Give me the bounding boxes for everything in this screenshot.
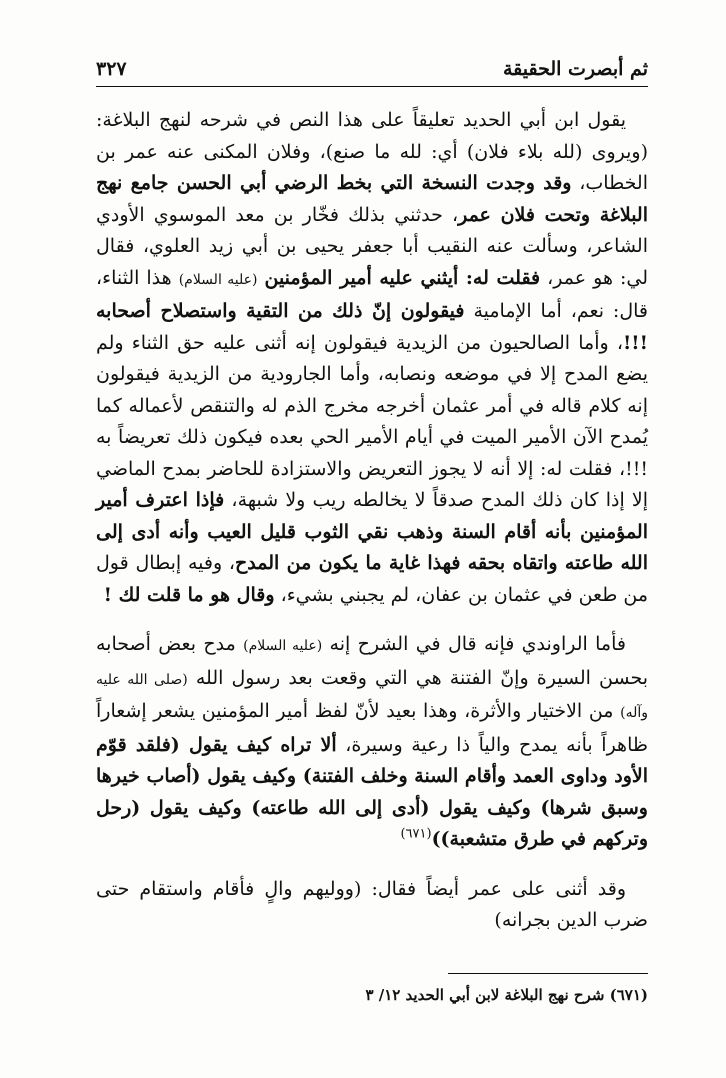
text-span: فأما الراوندي فإنه قال في الشرح إنه (329, 633, 626, 655)
header-rule (96, 86, 648, 87)
book-page (96, 58, 648, 1048)
salutation-ali: (عليه السلام) (178, 271, 258, 288)
bold-text-span: وقال هو ما قلت لك ! (103, 583, 275, 606)
text-span: هذا الثناء، قال: نعم، أما الإمامية (96, 266, 648, 322)
footnote-rule (448, 973, 648, 974)
paragraph-3 (96, 874, 648, 937)
running-title: ثم أبصرت الحقيقة (502, 58, 648, 80)
body-text (96, 105, 648, 937)
salutation-prophet: (صلى الله عليه وآله) (96, 671, 648, 721)
running-header (96, 58, 648, 86)
bold-text-span: فيقولون إنّ ذلك من التقية واستصلاح أصحابه !!! (96, 300, 648, 354)
salutation-ali: (عليه السلام) (243, 638, 323, 654)
footnote-reference[interactable]: (٦٧١) (400, 826, 432, 842)
text-span: يقول ابن أبي الحديد تعليقاً على هذا النص في شرحه لنهج البلاغة: (ويروى (لله بلاء فلان) أي: لله ما صنع)، وفلان المكنى عنه عمر بن الخطاب، (96, 109, 648, 194)
text-span: مدح بعض أصحابه بحسن السيرة وإنّ الفتنة هي التي وقعت بعد رسول الله (96, 633, 648, 689)
bold-text-span: ألا تراه كيف يقول (فلقد قوّم الأود وداوى العمد وأقام السنة وخلف الفتنة) وكيف يقول (أصاب خيرها وسبق شرها) وكيف يقول (أدى إلى الله طاعته) وكيف يقول (رحل وتركهم في طرق متشعبة)) (96, 733, 648, 850)
text-span: ، حدثني بذلك فخّار بن معد الموسوي الأودي الشاعر، وسألت عنه النقيب أبا جعفر يحيى بن أبي زيد العلوي، فقال لي: هو عمر، (96, 203, 649, 289)
paragraph-1 (96, 105, 648, 611)
footnote: (٦٧١) شرح نهج البلاغة لابن أبي الحديد ١٢/ ٣ (365, 985, 648, 1004)
paragraph-gap (96, 611, 648, 629)
text-span: ، وفيه إبطال قول من طعن في عثمان بن عفان، لم يجبني بشيء، (96, 552, 648, 606)
bold-text-span: فإذا اعترف أمير المؤمنين بأنه أقام السنة وذهب نقي الثوب قليل العيب وأنه أدى إلى الله طاعته واتقاه بحقه فهذا غاية ما يكون من المدح (96, 489, 648, 574)
bold-text-span: فقلت له: أيثني عليه أمير المؤمنين (264, 266, 541, 289)
text-span: وقد أثنى على عمر أيضاً فقال: (ووليهم والٍ فأقام واستقام حتى ضرب الدين بجرانه) (96, 877, 648, 931)
page-number: ٣٢٧ (96, 58, 127, 80)
paragraph-2 (96, 629, 648, 856)
bold-text-span: وقد وجدت النسخة التي بخط الرضي أبي الحسن جامع نهج البلاغة وتحت فلان عمر (96, 172, 648, 226)
paragraph-gap (96, 856, 648, 874)
text-span: ، وأما الصالحيون من الزيدية فيقولون إنه أثنى عليه حق الثناء ولم يضع المدح إلا في موضعه ونصابه، وأما الجارودية من الزيدية فيقولون إنه كلام قاله في أمر عثمان أخرجه مخرج الذم له والتنقص لأعماله كما يُمدح الآن الأمير الميت في أيام الأمير الحي بعده فيكون ذلك تعريضاً به !!!، فقلت له: إلا أنه لا يجوز التعريض والاستزادة للحاضر بمدح الماضي إلا إذا كان ذلك المدح صدقاً لا يخالطه ريب ولا شبهة، (96, 331, 648, 511)
text-span: من الاختيار والأثرة، وهذا بعيد لأنّ لفظ أمير المؤمنين يشعر إشعاراً ظاهراً بأنه يمدح والياً ذا رعية وسيرة، (96, 700, 648, 756)
